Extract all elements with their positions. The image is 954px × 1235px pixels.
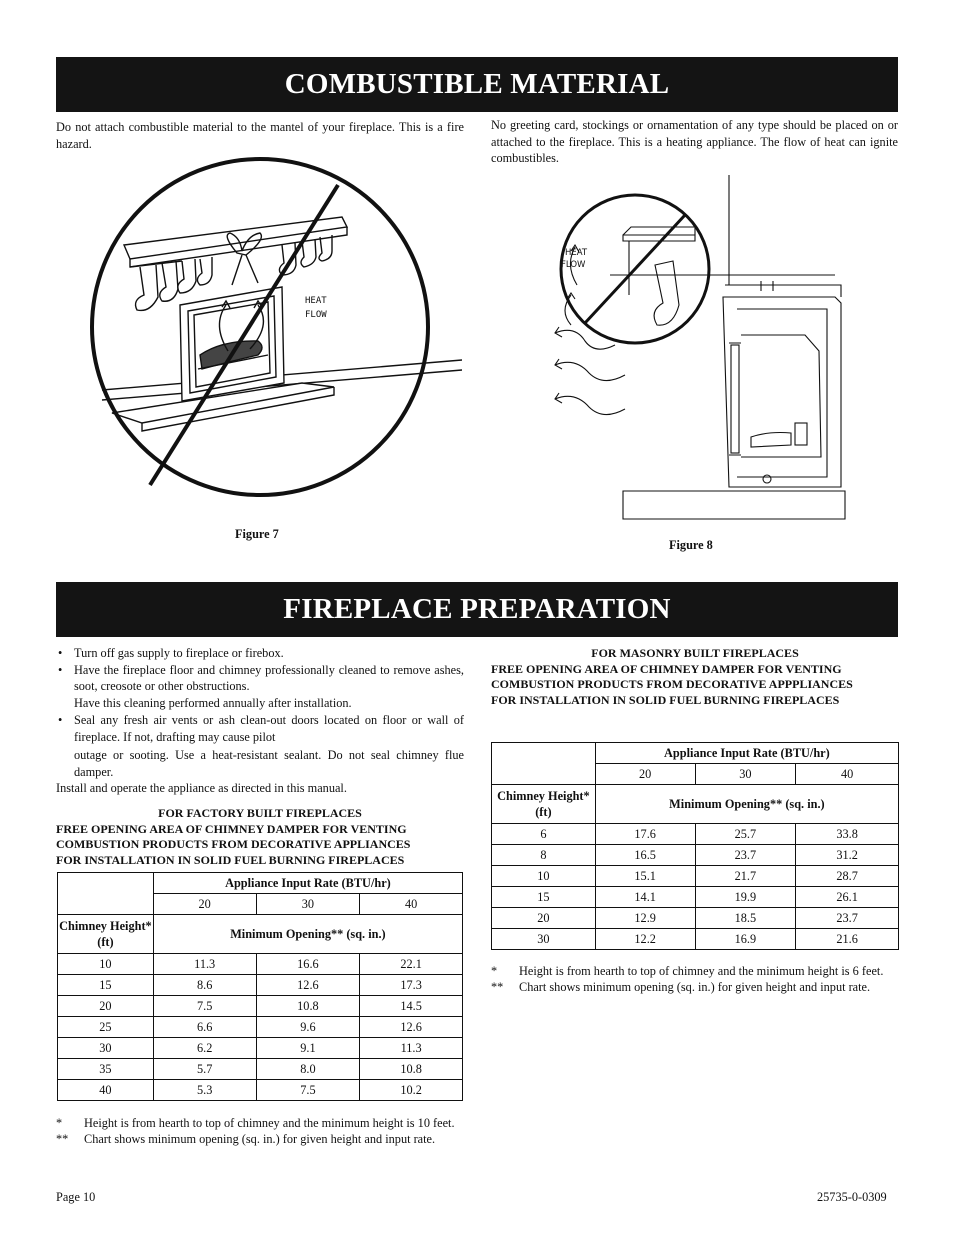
table-row <box>492 929 899 950</box>
table-row <box>58 1059 463 1080</box>
table-row <box>58 1080 463 1101</box>
chimney-height-cell: 25 <box>58 1017 154 1038</box>
chimney-height-cell: 35 <box>58 1059 154 1080</box>
table-row <box>492 887 899 908</box>
minimum-opening-cell: 16.9 <box>695 929 796 950</box>
minimum-opening-cell: 23.7 <box>695 845 796 866</box>
figure-7-flow-label: FLOW <box>305 310 327 320</box>
masonry-heading-line1: FOR MASONRY BUILT FIREPLACES <box>591 646 799 660</box>
list-item: ** Chart shows minimum opening (sq. in.) for given height and input rate. <box>491 979 871 994</box>
list-item: * Height is from hearth to top of chimney and the minimum height is 10 feet. <box>56 1116 455 1130</box>
masonry-heading-line3: COMBUSTION PRODUCTS FROM DECORATIVE APPPLIANCES <box>491 677 853 691</box>
table-row <box>492 845 899 866</box>
minimum-opening-cell: 9.6 <box>256 1017 360 1038</box>
combustible-left-text: Do not attach combustible material to the mantel of your fireplace. This is a fire hazard. <box>56 120 464 151</box>
minimum-opening-cell: 26.1 <box>796 887 899 908</box>
minimum-opening-cell: 5.3 <box>153 1080 256 1101</box>
chimney-height-cell: 20 <box>58 996 154 1017</box>
minimum-opening-cell: 10.8 <box>256 996 360 1017</box>
rate-40: 40 <box>360 894 463 915</box>
figure-8-caption: Figure 8 <box>669 538 713 552</box>
rate-40: 40 <box>796 764 899 785</box>
table-row <box>58 1017 463 1038</box>
minimum-opening-cell: 23.7 <box>796 908 899 929</box>
minimum-opening-cell: 17.6 <box>595 824 695 845</box>
minimum-opening-cell: 11.3 <box>153 954 256 975</box>
table-row <box>492 824 899 845</box>
table-row <box>58 1038 463 1059</box>
factory-table-heading <box>56 806 464 868</box>
masonry-heading-line4: FOR INSTALLATION IN SOLID FUEL BURNING FIREPLACES <box>491 692 840 707</box>
rate-header: Appliance Input Rate (BTU/hr) <box>595 743 898 764</box>
chimney-height-header: Chimney Height* (ft) <box>492 785 596 824</box>
list-item: • Turn off gas supply to fireplace or firebox. <box>56 645 464 662</box>
minimum-opening-cell: 22.1 <box>360 954 463 975</box>
chimney-height-cell: 30 <box>58 1038 154 1059</box>
masonry-built-table <box>491 742 899 950</box>
table-row <box>58 975 463 996</box>
factory-heading-line3: COMBUSTION PRODUCTS FROM DECORATIVE APPLIANCES <box>56 837 411 851</box>
rate-header: Appliance Input Rate (BTU/hr) <box>153 873 462 894</box>
masonry-heading-line2: FREE OPENING AREA OF CHIMNEY DAMPER FOR VENTING <box>491 661 842 676</box>
table-row <box>58 954 463 975</box>
minimum-opening-cell: 7.5 <box>153 996 256 1017</box>
prohibition-slash <box>585 215 685 323</box>
figure-7-illustration <box>62 155 462 505</box>
list-item: • Have the fireplace floor and chimney professionally cleaned to remove ashes, soot, creosote or other obstructions. Have this cleaning performed annually after installation. <box>56 662 464 712</box>
figure-8-illustration <box>545 175 850 523</box>
minimum-opening-cell: 6.2 <box>153 1038 256 1059</box>
minimum-opening-cell: 21.7 <box>695 866 796 887</box>
combustible-material-heading: COMBUSTIBLE MATERIAL <box>56 57 898 112</box>
rate-30: 30 <box>695 764 796 785</box>
minimum-opening-cell: 10.2 <box>360 1080 463 1101</box>
chimney-height-cell: 10 <box>492 866 596 887</box>
document-number: 25735-0-0309 <box>817 1190 887 1204</box>
table-row <box>492 866 899 887</box>
factory-heading-line4: FOR INSTALLATION IN SOLID FUEL BURNING FIREPLACES <box>56 852 405 867</box>
chimney-height-cell: 20 <box>492 908 596 929</box>
minimum-opening-cell: 8.6 <box>153 975 256 996</box>
minimum-opening-cell: 12.6 <box>256 975 360 996</box>
minimum-opening-cell: 11.3 <box>360 1038 463 1059</box>
sealant-continuation: outage or sooting. Use a heat-resistant sealant. Do not seal chimney flue damper. <box>74 748 464 779</box>
chimney-height-cell: 40 <box>58 1080 154 1101</box>
minimum-opening-header: Minimum Opening** (sq. in.) <box>153 915 462 954</box>
minimum-opening-cell: 15.1 <box>595 866 695 887</box>
minimum-opening-cell: 25.7 <box>695 824 796 845</box>
minimum-opening-cell: 21.6 <box>796 929 899 950</box>
masonry-table-notes <box>491 964 898 995</box>
chimney-height-cell: 15 <box>58 975 154 996</box>
combustible-right-text: No greeting card, stockings or ornamentation of any type should be placed on or attached to the fireplace. This is a heating appliance. The flow of heat can ignite combustibles. <box>491 118 898 165</box>
figure-8-heat-label: HEAT <box>565 248 588 258</box>
list-item: * Height is from hearth to top of chimney and the minimum height is 6 feet. <box>491 964 884 978</box>
minimum-opening-cell: 14.5 <box>360 996 463 1017</box>
minimum-opening-cell: 17.3 <box>360 975 463 996</box>
factory-table-notes <box>56 1116 462 1147</box>
preparation-bullet-list <box>56 645 464 745</box>
factory-heading-line1: FOR FACTORY BUILT FIREPLACES <box>158 806 362 820</box>
minimum-opening-cell: 12.9 <box>595 908 695 929</box>
cleaning-note: Have this cleaning performed annually after installation. <box>74 696 352 711</box>
minimum-opening-cell: 12.6 <box>360 1017 463 1038</box>
minimum-opening-cell: 19.9 <box>695 887 796 908</box>
minimum-opening-cell: 14.1 <box>595 887 695 908</box>
chimney-height-header: Chimney Height* (ft) <box>58 915 154 954</box>
minimum-opening-cell: 16.5 <box>595 845 695 866</box>
list-item: • Seal any fresh air vents or ash clean-out doors located on floor or wall of fireplace. If not, drafting may cause pilot <box>56 712 464 745</box>
chimney-height-cell: 30 <box>492 929 596 950</box>
factory-heading-line2: FREE OPENING AREA OF CHIMNEY DAMPER FOR VENTING <box>56 821 407 836</box>
list-item: ** Chart shows minimum opening (sq. in.) for given height and input rate. <box>56 1131 436 1146</box>
rate-30: 30 <box>256 894 360 915</box>
minimum-opening-cell: 28.7 <box>796 866 899 887</box>
figure-8-flow-label: FLOW <box>561 260 586 270</box>
minimum-opening-cell: 7.5 <box>256 1080 360 1101</box>
figure-7-caption: Figure 7 <box>235 527 279 541</box>
chimney-height-cell: 15 <box>492 887 596 908</box>
rate-20: 20 <box>153 894 256 915</box>
chimney-height-cell: 6 <box>492 824 596 845</box>
minimum-opening-cell: 33.8 <box>796 824 899 845</box>
minimum-opening-cell: 18.5 <box>695 908 796 929</box>
masonry-table-heading <box>491 646 899 708</box>
minimum-opening-cell: 16.6 <box>256 954 360 975</box>
chimney-height-cell: 8 <box>492 845 596 866</box>
minimum-opening-cell: 12.2 <box>595 929 695 950</box>
minimum-opening-cell: 6.6 <box>153 1017 256 1038</box>
rate-20: 20 <box>595 764 695 785</box>
table-row <box>58 996 463 1017</box>
minimum-opening-header: Minimum Opening** (sq. in.) <box>595 785 898 824</box>
minimum-opening-cell: 31.2 <box>796 845 899 866</box>
minimum-opening-cell: 8.0 <box>256 1059 360 1080</box>
figure-7-heat-label: HEAT <box>305 296 327 306</box>
fireplace-preparation-heading: FIREPLACE PREPARATION <box>56 582 898 637</box>
minimum-opening-cell: 10.8 <box>360 1059 463 1080</box>
table-row <box>492 908 899 929</box>
minimum-opening-cell: 9.1 <box>256 1038 360 1059</box>
install-line: Install and operate the appliance as directed in this manual. <box>56 781 347 795</box>
factory-built-table <box>57 872 463 1101</box>
page-number: Page 10 <box>56 1190 96 1204</box>
chimney-height-cell: 10 <box>58 954 154 975</box>
minimum-opening-cell: 5.7 <box>153 1059 256 1080</box>
